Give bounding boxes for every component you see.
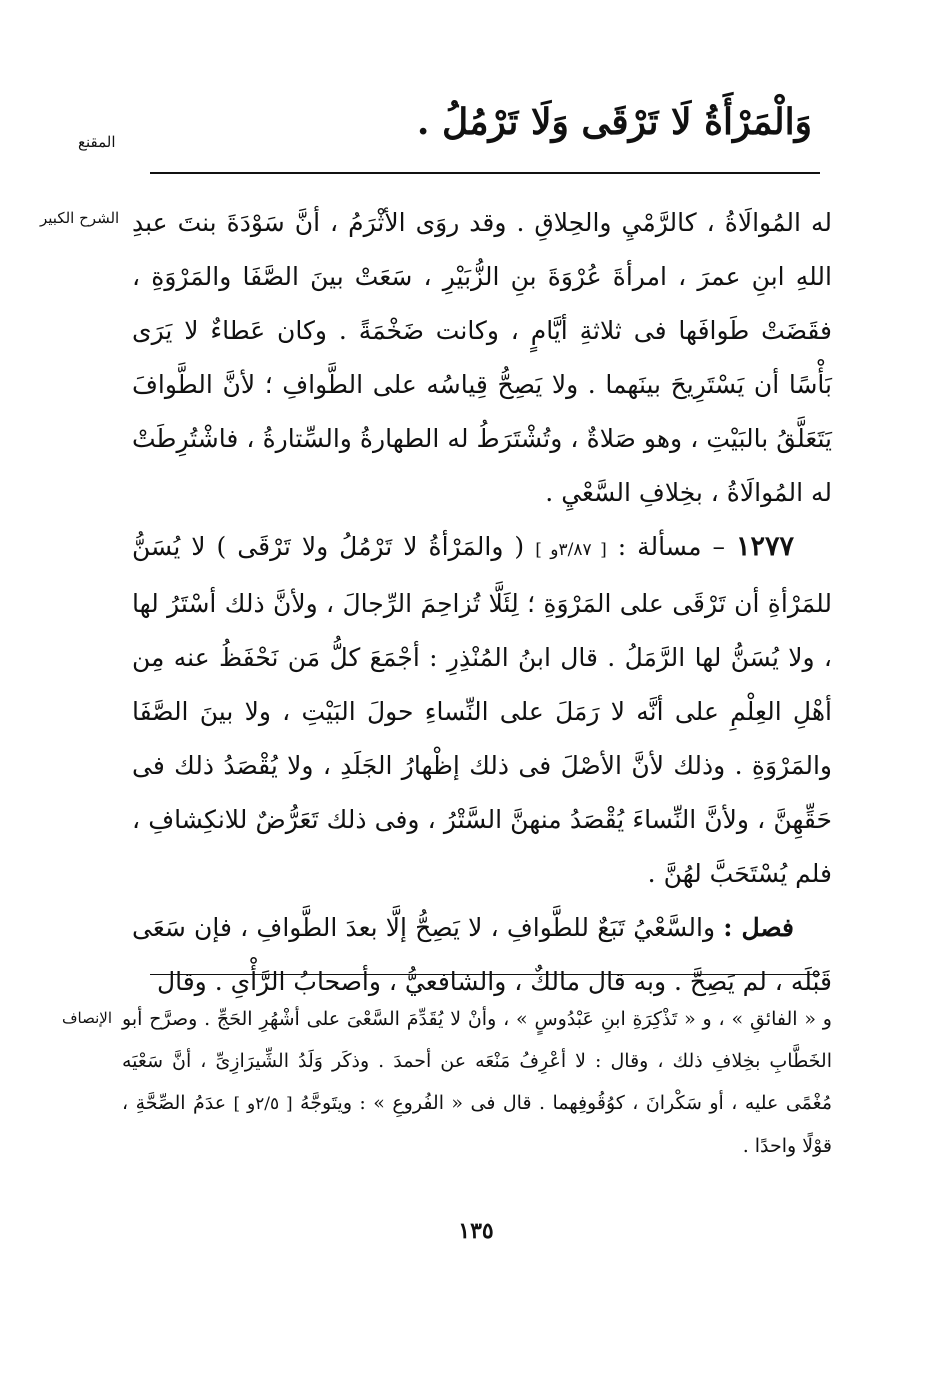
sharh-paragraph-1: له المُوالَاةُ ، كالرَّمْيِ والحِلاقِ . وقد روَى الأثْرَمُ ، أنَّ سَوْدَةَ بنتَ عبدِ اللهِ ابنِ عمرَ ، امرأةَ عُرْوَةَ بنِ الزُّبَيْرِ ، سَعَتْ بينَ الصَّفَا والمَرْوَةِ ، فقَضَتْ طَوافَها فى ثلاثةِ أيَّامٍ ، وكانت ضَخْمَةً . وكان عَطاءٌ لا يَرَى بَأْسًا أن يَسْتَرِيحَ بينَهما . ولا يَصِحُّ قِياسُه على الطَّوافِ ؛ لأنَّ الطَّوافَ يَتَعَلَّقُ بالبَيْتِ ، وهو صَلاةٌ ، وتُشْتَرَطُ له الطهارةُ والسِّتارةُ ، فاشْتُرِطَتْ له المُوالَاةُ ، بخِلافِ السَّعْيِ .	[132, 208, 833, 507]
issue-label: – مسألة :	[617, 532, 725, 561]
footnote-divider	[150, 974, 820, 975]
side-label-muqni: المقنع	[78, 133, 116, 151]
issue-reference: [ ٣/٨٧و ]	[535, 540, 607, 560]
header-divider	[150, 172, 820, 174]
side-label-insaf: الإنصاف	[62, 1009, 113, 1027]
issue-paragraph	[132, 520, 832, 901]
page-title: وَالْمَرْأَةُ لَا تَرْقَى وَلَا تَرْمُلُ .	[416, 101, 812, 143]
issue-text: ( والمَرْأةُ لا تَرْمُلُ ولا تَرْقَى ) لا يُسَنُّ للمَرْأةِ أن تَرْقَى على المَرْوَةِ ؛ لِئَلَّا تُزاحِمَ الرِّجالَ ، ولأنَّ ذلك أسْتَرُ لها ، ولا يُسَنُّ لها الرَّمَلُ . قال ابنُ المُنْذِرِ : أجْمَعَ كلُّ مَن نَحْفَظُ عنه مِن أهْلِ العِلْمِ على أنَّه لا رَمَلَ على النِّساءِ حولَ البَيْتِ ، ولا بينَ الصَّفَا والمَرْوَةِ . وذلك لأنَّ الأصْلَ فى ذلك إظْهارُ الجَلَدِ ، ولا يُقْصَدُ ذلك فى حَقِّهِنَّ ، ولأنَّ النِّساءَ يُقْصَدُ منهنَّ السَّتْرُ ، وفى ذلك تَعَرُّضٌ للانكِشافِ ، فلم يُسْتَحَبَّ لهُنَّ .	[132, 532, 832, 888]
fasl-paragraph	[132, 901, 832, 1009]
insaf-text-main: و « الفائقِ » ، و « تَذْكِرَةِ ابنِ عَبْدُوسٍ » ، وأنْ لا يُقَدِّمَ السَّعْىَ على أشْهُرِ الحَجِّ . وصرَّح أبو الخَطَّابِ بخِلافِ ذلك ، وقال : لا أعْرِفُ مَنْعَه عن أحمدَ . وذكَر وَلَدُ الشِّيرَازِىِّ ، أنَّ سَعْيَه مُغْمًى عليه ، أو سَكْرانَ ، كوُقُوفِهما . قال فى « الفُروعِ » : ويتَوجَّهُ	[122, 1008, 832, 1114]
side-label-sharh: الشرح الكبير	[40, 209, 120, 227]
insaf-text	[122, 998, 832, 1167]
insaf-text-end: عدَمُ الصِّحَّةِ ، قوْلًا واحدًا .	[122, 1092, 832, 1157]
fasl-text: والسَّعْيُ تَبَعٌ للطَّوافِ ، لا يَصِحُّ إلَّا بعدَ الطَّوافِ ، فإن سَعَى قَبْلَه ، لم يَصِحَّ . وبه قال مالكٌ ، والشافعيُّ ، وأصحابُ الرَّأْىِ . وقال	[132, 913, 832, 996]
main-text	[132, 196, 832, 1009]
insaf-paragraph	[122, 998, 832, 1167]
insaf-reference: [ ٢/٥و ]	[233, 1094, 293, 1114]
issue-number: ١٢٧٧	[735, 531, 794, 562]
page-number: ١٣٥	[458, 1218, 494, 1244]
fasl-label: فصل :	[723, 913, 795, 942]
